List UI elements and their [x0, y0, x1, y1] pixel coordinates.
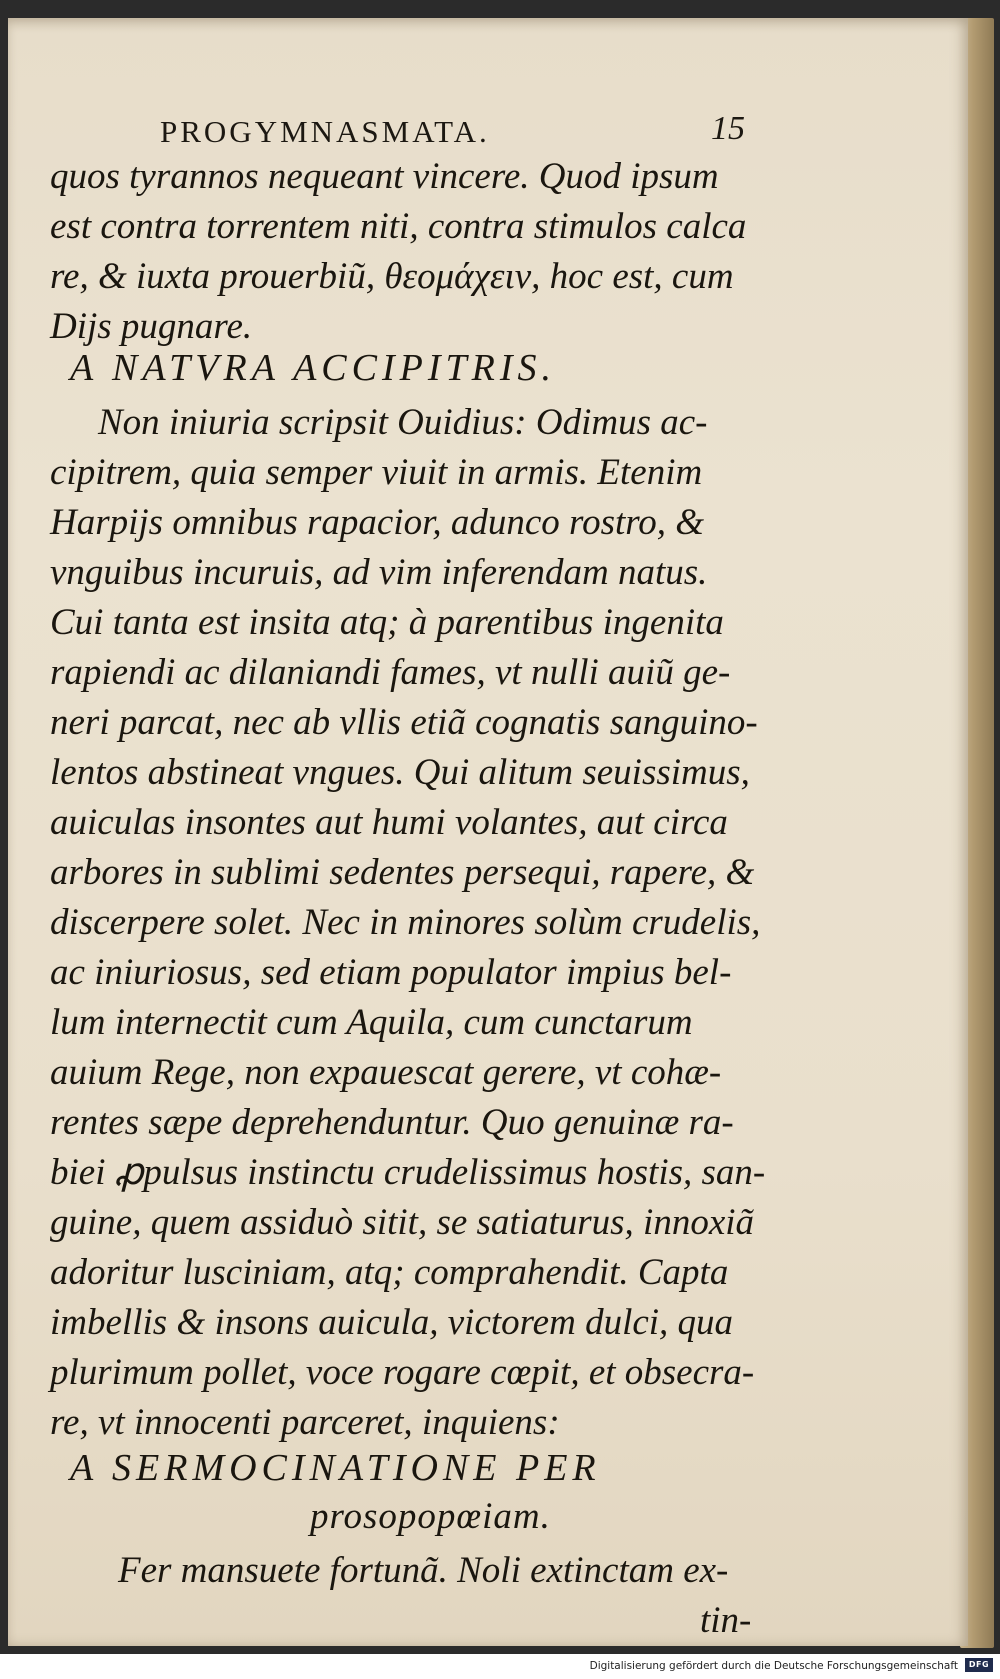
text-line: guine, quem assiduò sitit, se satiaturus, innoxiã [50, 1202, 755, 1243]
text-line: auium Rege, non expauescat gerere, vt cohæ- [50, 1052, 722, 1093]
text-line: cipitrem, quia semper viuit in armis. Etenim [50, 452, 703, 493]
text-line: ac iniuriosus, sed etiam populator impius bel- [50, 952, 732, 993]
text-line: arbores in sublimi sedentes persequi, rapere, & [50, 852, 755, 893]
text-line: Harpijs omnibus rapacior, adunco rostro, & [50, 502, 705, 543]
running-head: PROGYMNASMATA. [160, 114, 490, 149]
text-line: re, & iuxta prouerbiũ, θεομάχειν, hoc est, cum [50, 256, 734, 297]
text-line: imbellis & insons auicula, victorem dulci, qua [50, 1302, 734, 1343]
section-heading: A SERMOCINATIONE PER [70, 1447, 601, 1489]
text-line: Non iniuria scripsit Ouidius: Odimus ac- [98, 402, 708, 443]
dfg-logo: DFG [965, 1658, 993, 1672]
text-line: discerpere solet. Nec in minores solùm crudelis, [50, 902, 761, 943]
section-heading: A NATVRA ACCIPITRIS. [70, 347, 556, 389]
book-page [8, 18, 968, 1646]
text-line: vnguibus incuruis, ad vim inferendam natus. [50, 552, 708, 593]
section-heading-continuation: prosopopœiam. [310, 1496, 551, 1537]
text-line: rapiendi ac dilaniandi fames, vt nulli auiũ ge- [50, 652, 731, 693]
page-number: 15 [711, 110, 745, 147]
text-line: biei ꝓpulsus instinctu crudelissimus hostis, san- [50, 1152, 766, 1193]
catchword: tin- [700, 1600, 752, 1641]
text-line: est contra torrentem niti, contra stimulos calca [50, 206, 747, 247]
text-line: neri parcat, nec ab vllis etiã cognatis sanguino- [50, 702, 758, 743]
text-line: adoritur lusciniam, atq; comprahendit. Capta [50, 1252, 729, 1293]
text-line: re, vt innocenti parceret, inquiens: [50, 1402, 560, 1443]
text-line: Fer mansuete fortunã. Noli extinctam ex- [118, 1550, 729, 1591]
text-line: auiculas insontes aut humi volantes, aut circa [50, 802, 728, 843]
text-line: plurimum pollet, voce rogare cœpit, et obsecra- [50, 1352, 755, 1393]
text-line: Dijs pugnare. [50, 306, 253, 347]
footer-credit: Digitalisierung gefördert durch die Deutsche Forschungsgemeinschaft [589, 1660, 958, 1672]
text-line: Cui tanta est insita atq; à parentibus ingenita [50, 602, 724, 643]
text-line: rentes sæpe deprehenduntur. Quo genuinæ ra- [50, 1102, 734, 1143]
text-line: lentos abstineat vngues. Qui alitum seuissimus, [50, 752, 750, 793]
text-line: quos tyrannos nequeant vincere. Quod ipsum [50, 156, 719, 197]
text-line: lum internectit cum Aquila, cum cunctarum [50, 1002, 693, 1043]
